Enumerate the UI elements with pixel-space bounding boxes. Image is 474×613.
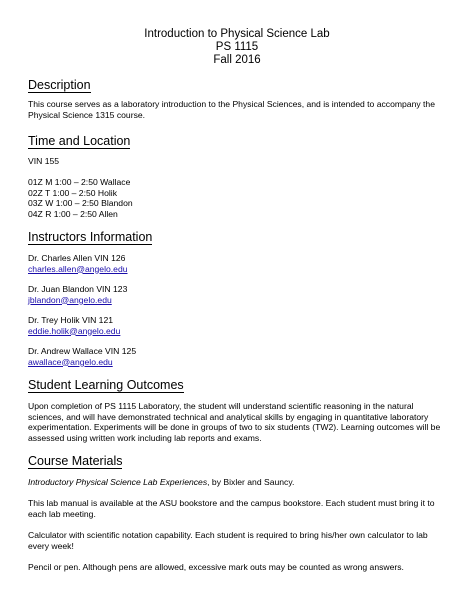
- section-line: 04Z R 1:00 – 2:50 Allen: [28, 208, 118, 219]
- course-title: Introduction to Physical Science Lab: [144, 28, 330, 40]
- course-code: PS 1115: [215, 41, 259, 53]
- description-text: This course serves as a laboratory introduction to the Physical Sciences, and is intended to accompany the Physical Science 1315 course.: [28, 99, 435, 120]
- instructor-name: Dr. Andrew Wallace VIN 125: [28, 346, 137, 356]
- outcomes-text: Upon completion of PS 1115 Laboratory, the student will understand scientific reasoning in the natural sciences, and will have demonstrated technical and analytical skills by engaging in quantitative laboratory experimentation. Experiments will be done in groups of two to six students (TW2). Learning outcomes will be assessed using written work including lab reports and exams.: [28, 401, 441, 443]
- calculator-text: Calculator with scientific notation capability. Each student is required to bring his/her own calculator to lab every week!: [28, 530, 428, 551]
- textbook-authors: , by Bixler and Sauncy.: [207, 477, 295, 487]
- pencil-text: Pencil or pen. Although pens are allowed, excessive mark outs may be counted as wrong answers.: [28, 562, 404, 572]
- section-line: 01Z M 1:00 – 2:50 Wallace: [28, 177, 131, 187]
- description-heading: Description: [28, 78, 91, 92]
- room-text: VIN 155: [28, 156, 60, 166]
- instructor-name: Dr. Trey Holik VIN 121: [28, 315, 114, 325]
- instructor-email-link[interactable]: awallace@angelo.edu: [28, 356, 113, 367]
- instructors-heading: Instructors Information: [28, 230, 153, 244]
- instructor-name: Dr. Charles Allen VIN 126: [28, 253, 126, 263]
- section-line: 02Z T 1:00 – 2:50 Holik: [28, 187, 118, 198]
- instructor-email-link[interactable]: charles.allen@angelo.edu: [28, 263, 128, 274]
- instructor-name: Dr. Juan Blandon VIN 123: [28, 284, 128, 294]
- instructor-email-link[interactable]: jblandon@angelo.edu: [28, 294, 112, 305]
- textbook-title: Introductory Physical Science Lab Experiences: [28, 477, 208, 487]
- materials-heading: Course Materials: [28, 454, 123, 468]
- textbook-line: [28, 477, 294, 488]
- manual-text: This lab manual is available at the ASU bookstore and the campus bookstore. Each student must bring it to each lab meeting.: [28, 498, 435, 519]
- outcomes-heading: Student Learning Outcomes: [28, 378, 184, 392]
- instructor-email-link[interactable]: eddie.holik@angelo.edu: [28, 325, 121, 336]
- course-term: Fall 2016: [213, 54, 261, 66]
- time-location-heading: Time and Location: [28, 134, 131, 148]
- section-line: 03Z W 1:00 – 2:50 Blandon: [28, 198, 133, 208]
